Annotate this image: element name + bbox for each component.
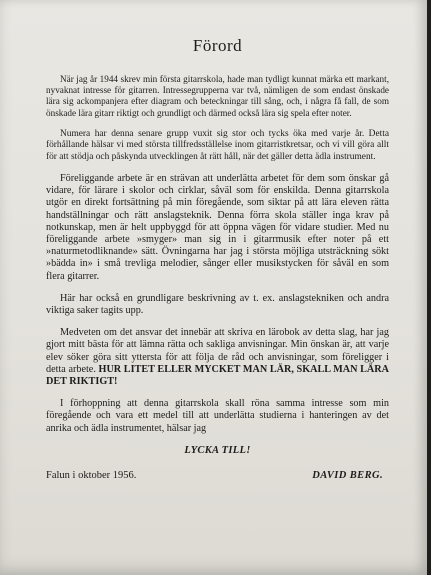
paragraph-1: När jag år 1944 skrev min första gitarrskola, hade man tydligt kunnat märka ett markant, nyvaknat intresse för gitarren. Intressegrupperna var två, nämligen de som endast önskade lära sig ackompanjera efter diagram och beteckningar till sång, och, i några få fall, de som önskade lära gitarr riktigt och grundligt och därmed också lära sig spela efter noter. (46, 74, 389, 118)
page-edge-shadow (427, 0, 431, 575)
paragraph-5 (46, 327, 389, 388)
page-title: Förord (192, 36, 243, 55)
paragraph-6: I förhoppning att denna gitarrskola skall röna samma intresse som min föregående och vara ett medel till att underlätta studierna i hanteringen av det anrika och ädla instrumentet, hälsar jag (46, 398, 389, 434)
paragraph-5-text: Medveten om det ansvar det innebär att skriva en lärobok av detta slag, har jag gjort mitt bästa för att lämna rätta och sakliga anvisningar. Min önskan är, att varje elev söker göra sitt yttersta för att följa de råd och anvisningar, som föreligger i detta arbete. (46, 327, 389, 375)
closing-line: LYCKA TILL! (184, 444, 251, 456)
paragraph-4: Här har också en grundligare beskrivning av t. ex. anslagstekniken och andra viktiga saker tagits upp. (46, 292, 389, 317)
signoff (46, 470, 389, 481)
paragraph-3: Föreliggande arbete är en strävan att underlätta arbetet för dem som önskar gå vidare, för lärare i skolor och cirklar, såväl som för enskilda. Denna gitarrskola utgör en direkt fortsättning på min föregående, som siktar på att lära eleven rätta handställningar och rätt anslagsteknik. Denna förra skola ställer inga krav på notkunskap, men är helt uppbyggd för att öppna vägen för vidare studier. Med nu föreliggande arbete »smyger» man sig in i gitarrmusik efter noter på ett »naturmetodliknande» sätt. Övningarna har jag i största möjliga utsträckning sökt »bädda in» i små trevliga melodier, sånger eller musikstycken för såväl en som flera gitarrer. (46, 173, 389, 282)
paragraph-2: Numera har denna senare grupp vuxit sig stor och tycks öka med varje år. Detta förhållande hälsar vi med största tillfredsställelse inom gitarristkretsar, och vi vill göra allt för att stödja och påskynda utvecklingen åt rätt håll, när det gäller detta ädla instrument. (46, 128, 389, 162)
author-signature: DAVID BERG. (312, 469, 383, 481)
emphasis-text: HUR LITET ELLER MYCKET MAN LÄR, SKALL MAN LÄRA DET RIKTIGT! (46, 363, 389, 388)
place-date: Falun i oktober 1956. (46, 469, 137, 481)
